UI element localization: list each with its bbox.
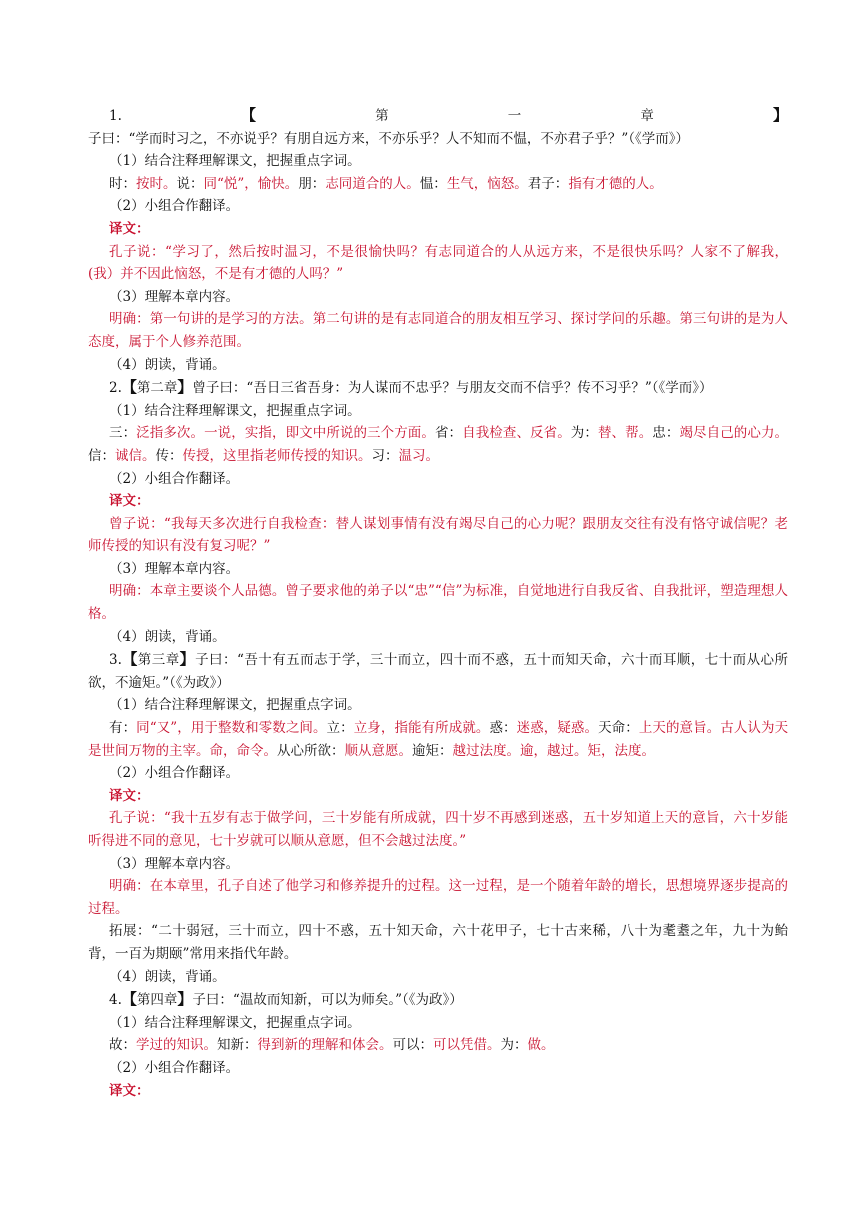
step-4: （4）朗读，背诵。 xyxy=(109,356,226,373)
step-1: （1）结合注释理解课文，把握重点字词。 xyxy=(109,1014,361,1031)
extension: 拓展：“二十弱冠，三十而立，四十不惑，五十知天命，六十花甲子，七十古来稀，八十为耄耋之年，九十为鲐背，一百为期颐”常用来指代年龄。 xyxy=(88,923,788,962)
translation: 孔子说：“我十五岁有志于做学问，三十岁能有所成就，四十岁不再感到迷惑，五十岁知道上天的意旨，六十岁能听得进不同的意见，七十岁就可以顺从意愿，但不会越过法度。” xyxy=(88,810,788,849)
step-2: （2）小组合作翻译。 xyxy=(109,1059,240,1076)
translation: 曾子说：“我每天多次进行自我检查：替人谋划事情有没有竭尽自己的心力呢？跟朋友交往有没有恪守诚信呢？老师传授的知识有没有复习呢？” xyxy=(88,515,788,555)
glossary: 故：学过的知识。知新：得到新的理解和体会。可以：可以凭借。为：做。 xyxy=(109,1037,555,1054)
chapter-title: 第二章 xyxy=(136,380,178,397)
section-1 xyxy=(88,104,788,376)
chapter-heading: 2.【第二章】曾子曰：“吾日三省吾身：为人谋而不忠乎？与朋友交而不信乎？传不习乎？”（《学而》） xyxy=(109,378,713,397)
explanation: 明确：在本章里，孔子自述了他学习和修养提升的过程。这一过程，是一个随着年龄的增长，思想境界逐步提高的过程。 xyxy=(88,878,788,917)
translation-label: 译文： xyxy=(109,1082,150,1099)
step-4: （4）朗读，背诵。 xyxy=(109,628,226,645)
step-2: （2）小组合作翻译。 xyxy=(109,765,240,782)
section-3 xyxy=(88,648,788,988)
explanation: 明确：本章主要谈个人品德。曾子要求他的弟子以“忠”“信”为标准，自觉地进行自我反省、自我批评，塑造理想人格。 xyxy=(88,583,788,623)
translation-label: 译文： xyxy=(109,493,150,510)
chapter-title: 第三章 xyxy=(137,652,180,669)
translation-label: 译文： xyxy=(109,220,150,237)
chapter-title: 第四章 xyxy=(136,992,178,1009)
step-3: （3）理解本章内容。 xyxy=(109,288,240,305)
step-1: （1）结合注释理解课文，把握重点字词。 xyxy=(109,402,361,419)
translation-label: 译文： xyxy=(109,787,150,804)
chapter-title: 第一章 xyxy=(375,108,773,124)
section-2 xyxy=(88,376,788,648)
step-3: （3）理解本章内容。 xyxy=(109,855,240,872)
step-2: （2）小组合作翻译。 xyxy=(109,198,240,215)
explanation: 明确：第一句讲的是学习的方法。第二句讲的是有志同道合的朋友相互学习、探讨学问的乐趣。第三句讲的是为人态度，属于个人修养范围。 xyxy=(88,311,788,350)
glossary: 有：同“又”，用于整数和零数之间。立：立身，指能有所成就。惑：迷惑，疑惑。天命：上天的意旨。古人认为天是世间万物的主宰。命，命令。从心所欲：顺从意愿。逾矩：越过法度。逾，越过。矩，法度。 xyxy=(88,720,789,759)
step-3: （3）理解本章内容。 xyxy=(109,560,240,577)
chapter-heading: 3.【第三章】子曰：“吾十有五而志于学，三十而立，四十而不惑，五十而知天命，六十而耳顺，七十而从心所欲，不逾矩。”（《为政》） xyxy=(88,650,788,691)
translation: 孔子说：“学习了，然后按时温习，不是很愉快吗？有志同道合的人从远方来，不是很快乐吗？人家不了解我，(我）并不因此恼怒，不是有才德的人吗？” xyxy=(88,243,788,283)
chapter-heading: 4.【第四章】子曰：“温故而知新，可以为师矣。”（《为政》） xyxy=(109,990,463,1009)
document-page xyxy=(88,104,788,1102)
glossary: 三：泛指多次。一说，实指，即文中所说的三个方面。省：自我检查、反省。为：替、帮。忠：竭尽自己的心力。信：诚信。传：传授，这里指老师传授的知识。习：温习。 xyxy=(88,425,789,464)
step-1: （1）结合注释理解课文，把握重点字词。 xyxy=(109,697,361,714)
step-4: （4）朗读，背诵。 xyxy=(109,968,226,985)
step-1: （1）结合注释理解课文，把握重点字词。 xyxy=(109,153,361,170)
section-4 xyxy=(88,988,788,1102)
step-2: （2）小组合作翻译。 xyxy=(109,470,240,487)
chapter-heading: 1.【第一章】子曰：“学而时习之，不亦说乎？有朋自远方来，不亦乐乎？人不知而不愠，不亦君子乎？”（《学而》） xyxy=(88,106,788,147)
glossary: 时：按时。说：同“悦”，愉快。朋：志同道合的人。愠：生气，恼怒。君子：指有才德的人。 xyxy=(109,175,663,192)
